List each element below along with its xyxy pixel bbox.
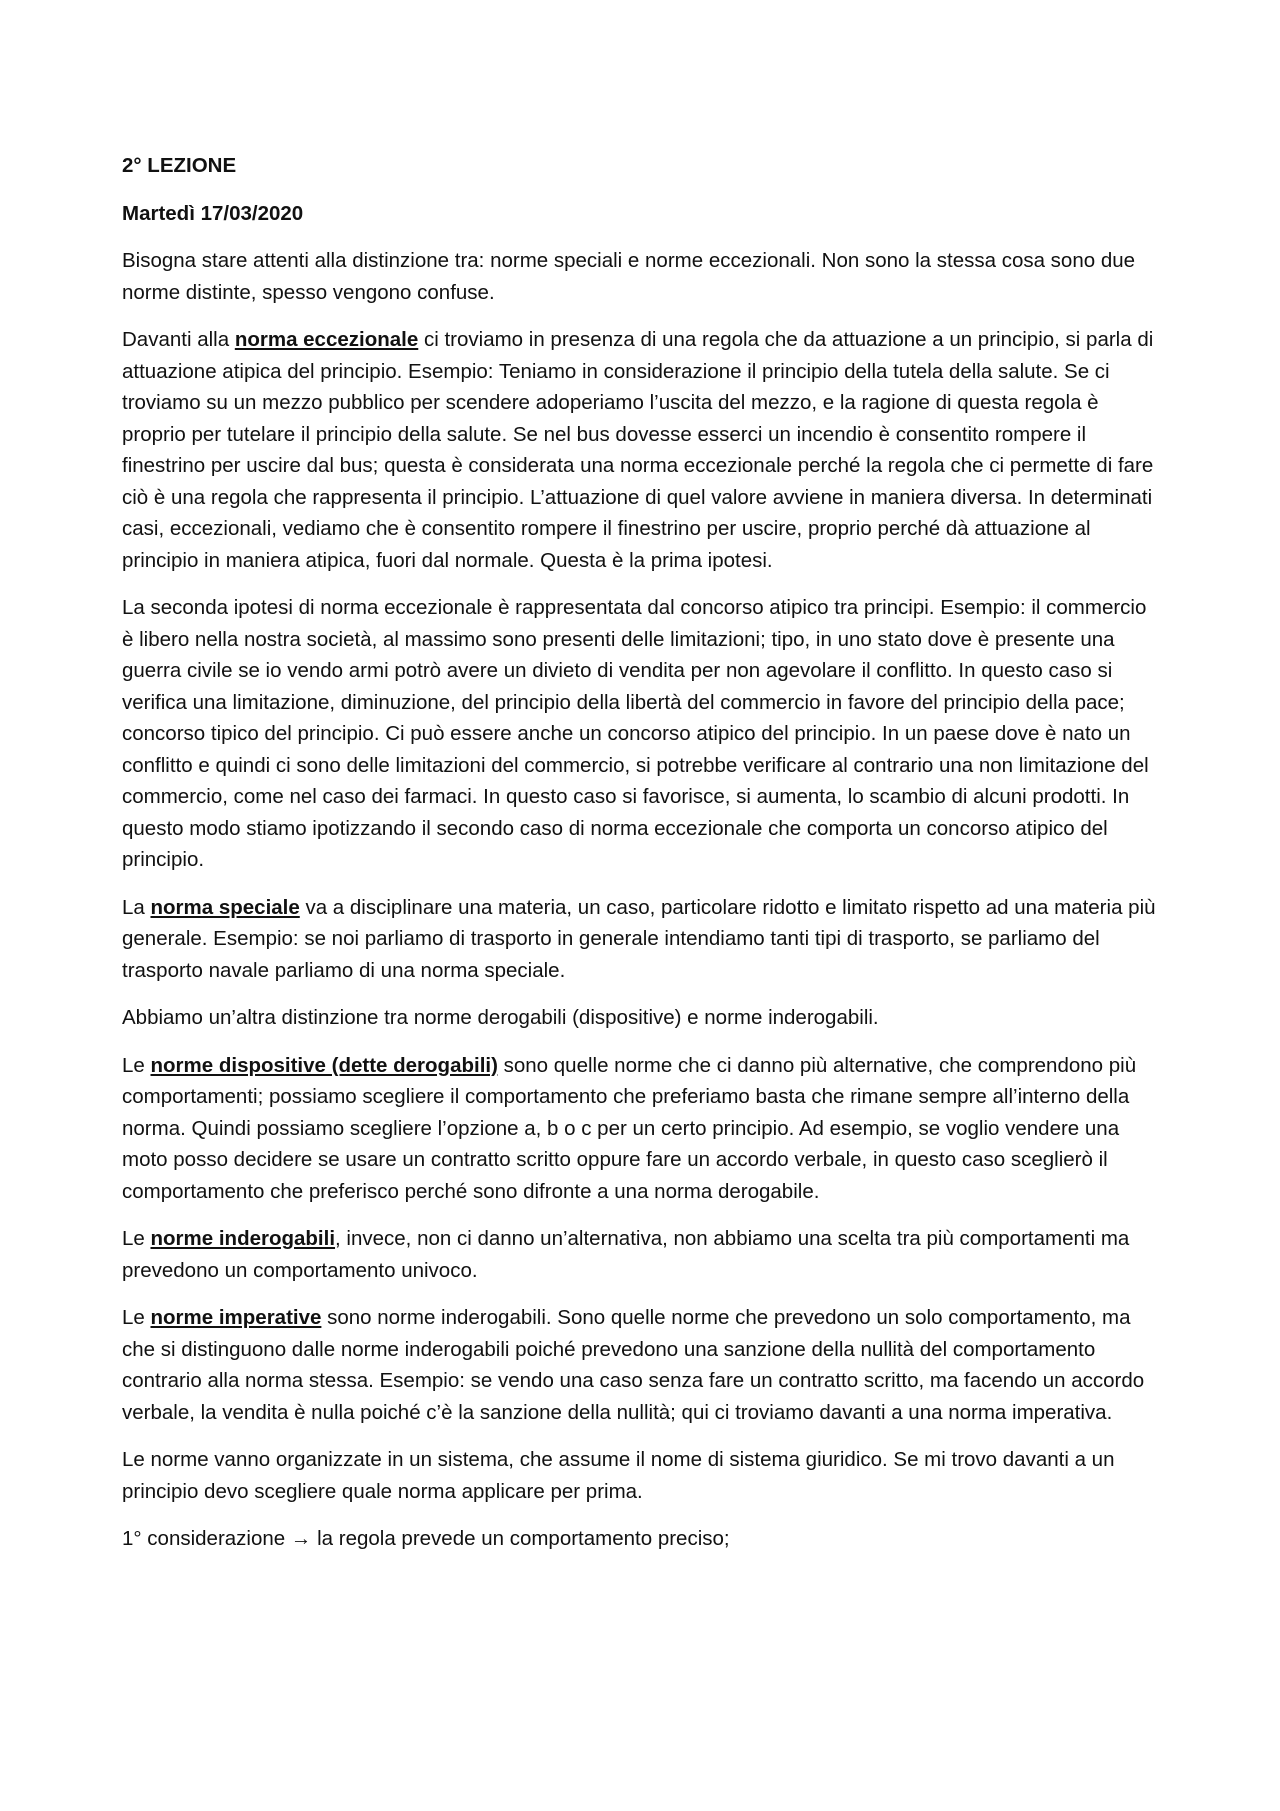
lesson-title: 2° LEZIONE (122, 154, 237, 177)
paragraph-text: , invece, non ci danno un’alternativa, non abbiamo una scelta tra più comportamenti ma prevedono un comportamento univoco. (122, 1227, 1130, 1282)
term-norme-inderogabili: norme inderogabili (150, 1227, 336, 1250)
lesson-date: Martedì 17/03/2020 (122, 201, 304, 225)
term-norme-imperative: norme imperative (150, 1306, 322, 1329)
paragraph-text: la regola prevede un comportamento preciso; (311, 1527, 730, 1550)
paragraph-text: ci troviamo in presenza di una regola che da attuazione a un principio, si parla di attuazione atipica del principio. Esempio: Teniamo in considerazione il principio della tutela della salute. Se ci troviamo su un mezzo pubblico per scendere adoperiamo l’uscita del mezzo, e la ragione di questa regola è proprio per tutelare il principio della salute. Se nel bus dovesse esserci un incendio è consentito rompere il finestrino per uscire dal bus; questa è considerata una norma eccezionale perché la regola che ci permette di fare ciò è una regola che rappresenta il principio. L’attuazione di quel valore avviene in maniera diversa. In determinati casi, eccezionali, vediamo che è consentito rompere il finestrino per uscire, proprio perché dà attuazione al principio in maniera atipica, fuori dal normale. Questa è la prima ipotesi. (122, 328, 1154, 572)
term-norme-dispositive: norme dispositive (dette derogabili) (150, 1053, 498, 1077)
paragraph-sistema-giuridico: Le norme vanno organizzate in un sistema, che assume il nome di sistema giuridico. Se mi trovo davanti a un principio devo scegliere quale norma applicare per prima. (122, 1448, 1115, 1503)
paragraph-norme-dispositive (122, 1050, 1162, 1208)
paragraph-text: La (122, 895, 151, 919)
paragraph-norme-imperative (122, 1302, 1162, 1428)
paragraph-text: Davanti alla (122, 328, 235, 351)
paragraph-intro: Bisogna stare attenti alla distinzione tra: norme speciali e norme eccezionali. Non sono la stessa cosa sono due norme distinte, spesso vengono confuse. (122, 249, 1136, 304)
paragraph-text: va a disciplinare una materia, un caso, particolare ridotto e limitato rispetto ad una materia più generale. Esempio: se noi parliamo di trasporto in generale intendiamo tanti tipi di trasporto, se parliamo del trasporto navale parliamo di una norma speciale. (122, 895, 1156, 982)
paragraph-text: sono norme inderogabili. Sono quelle norme che prevedono un solo comportamento, ma che si distinguono dalle norme inderogabili poiché prevedono una sanzione della nullità del comportamento contrario alla norma stessa. Esempio: se vendo una caso senza fare un contratto scritto, ma facendo un accordo verbale, la vendita è nulla poiché c’è la sanzione della nullità; qui ci troviamo davanti a una norma imperativa. (122, 1306, 1145, 1424)
term-norma-eccezionale: norma eccezionale (234, 328, 419, 351)
paragraph-norme-inderogabili (122, 1223, 1162, 1286)
paragraph-text: Le (122, 1053, 151, 1077)
paragraph-norma-eccezionale (122, 324, 1162, 576)
term-norma-speciale: norma speciale (150, 895, 300, 919)
paragraph-seconda-ipotesi: La seconda ipotesi di norma eccezionale è rappresentata dal concorso atipico tra principi. Esempio: il commercio è libero nella nostra società, al massimo sono presenti delle limitazioni; tipo, in uno stato dove è presente una guerra civile se io vendo armi potrò avere un divieto di vendita per non agevolare il conflitto. In questo caso si verifica una limitazione, diminuzione, del principio della libertà del commercio in favore del principio della pace; concorso tipico del principio. Ci può essere anche un concorso atipico del principio. In un paese dove è nato un conflitto e quindi ci sono delle limitazioni del commercio, si potrebbe verificare al contrario una non limitazione del commercio, come nel caso dei farmaci. In questo caso si favorisce, si aumenta, lo scambio di alcuni prodotti. In questo modo stiamo ipotizzando il secondo caso di norma eccezionale che comporta un concorso atipico del principio. (122, 596, 1149, 871)
paragraph-text: Le (122, 1306, 151, 1329)
paragraph-text: 1° considerazione (122, 1527, 291, 1550)
paragraph-considerazione (122, 1523, 1162, 1555)
paragraph-norma-speciale (122, 892, 1162, 987)
paragraph-text: Le (122, 1227, 151, 1250)
paragraph-text: sono quelle norme che ci danno più alternative, che comprendono più comportamenti; possiamo scegliere il comportamento che preferiamo basta che rimane sempre all’interno della norma. Quindi possiamo scegliere l’opzione a, b o c per un certo principio. Ad esempio, se voglio vendere una moto posso decidere se usare un contratto scritto oppure fare un accordo verbale, in questo caso sceglierò il comportamento che preferisco perché sono difronte a una norma derogabile. (122, 1053, 1137, 1203)
document-page (122, 150, 1162, 1571)
arrow-right-icon: → (290, 1527, 312, 1550)
paragraph-distinzione: Abbiamo un’altra distinzione tra norme derogabili (dispositive) e norme inderogabili. (122, 1006, 879, 1029)
